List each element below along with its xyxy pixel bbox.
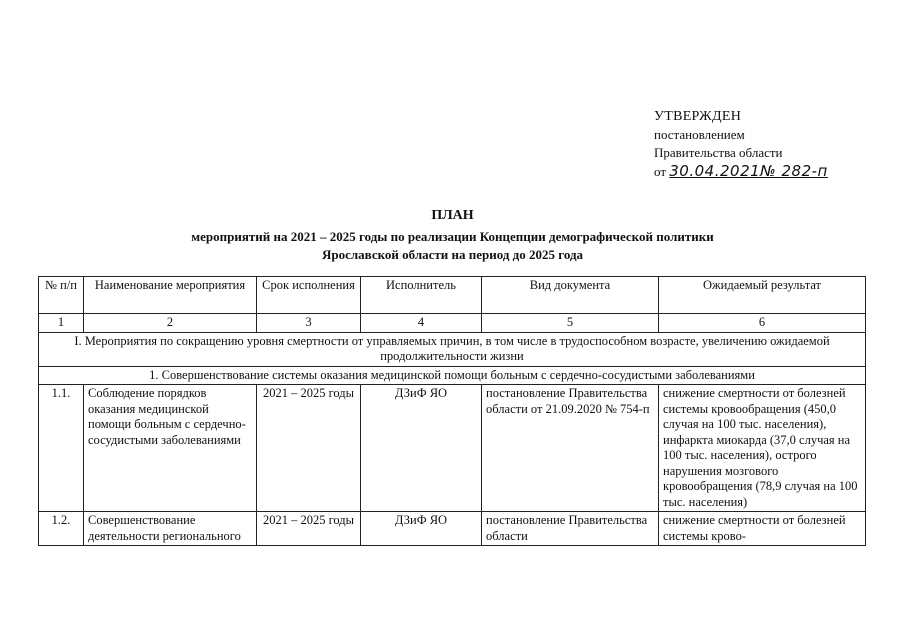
plan-subtitle-line2: Ярославской области на период до 2025 года — [321, 247, 584, 262]
row-document: постановление Правительства области от 21.09.2020 № 754-п — [482, 385, 659, 512]
date-line — [654, 162, 828, 181]
column-number: 1 — [39, 314, 84, 333]
decree-label: постановлением — [654, 127, 745, 142]
header-cell: № п/п — [39, 277, 84, 314]
row-term: 2021 – 2025 годы — [257, 385, 361, 512]
table-row — [39, 385, 866, 512]
row-number: 1.1. — [39, 385, 84, 512]
row-name: Совершенствование деятельности регионального — [84, 512, 257, 546]
table-row — [39, 512, 866, 546]
row-executor: ДЗиФ ЯО — [361, 512, 482, 546]
header-cell: Вид документа — [482, 277, 659, 314]
column-number: 3 — [257, 314, 361, 333]
column-number: 2 — [84, 314, 257, 333]
row-executor: ДЗиФ ЯО — [361, 385, 482, 512]
column-number: 4 — [361, 314, 482, 333]
from-label: от — [654, 164, 667, 179]
row-name: Соблюдение порядков оказания медицинской помощи больным с сердечно-сосудистыми заболеваниями — [84, 385, 257, 512]
row-result: снижение смертности от болезней системы кровообращения (450,0 случая на 100 тыс. населения), инфаркта миокарда (37,0 случая на 100 тыс. населения), острого нарушения мозгового кровообращения (78,9 случая на 100 тыс. населения) — [659, 385, 866, 512]
table-header-row — [39, 277, 866, 314]
subsection-title: 1. Совершенствование системы оказания медицинской помощи больным с сердечно-сосудистыми заболеваниями — [39, 366, 866, 385]
header-cell: Наименование мероприятия — [84, 277, 257, 314]
subsection-row — [39, 366, 866, 385]
row-term: 2021 – 2025 годы — [257, 512, 361, 546]
column-number-row — [39, 314, 866, 333]
approval-block — [654, 108, 828, 181]
header-cell: Срок исполнения — [257, 277, 361, 314]
column-number: 6 — [659, 314, 866, 333]
row-result: снижение смертности от болезней системы крово- — [659, 512, 866, 546]
plan-title: ПЛАН — [431, 208, 474, 223]
column-number: 5 — [482, 314, 659, 333]
section-row — [39, 332, 866, 366]
row-number: 1.2. — [39, 512, 84, 546]
header-cell: Исполнитель — [361, 277, 482, 314]
handwritten-date-number: 30.04.2021№ 282-п — [669, 162, 828, 180]
approved-label: УТВЕРЖДЕН — [654, 109, 742, 124]
government-label: Правительства области — [654, 145, 783, 160]
section-title: I. Мероприятия по сокращению уровня смертности от управляемых причин, в том числе в трудоспособном возрасте, увеличению ожидаемой продолжительности жизни — [39, 332, 866, 366]
row-document: постановление Правительства области — [482, 512, 659, 546]
header-cell: Ожидаемый результат — [659, 277, 866, 314]
plan-subtitle-line1: мероприятий на 2021 – 2025 годы по реализации Концепции демографической политики — [191, 229, 714, 244]
plan-table — [38, 276, 866, 546]
